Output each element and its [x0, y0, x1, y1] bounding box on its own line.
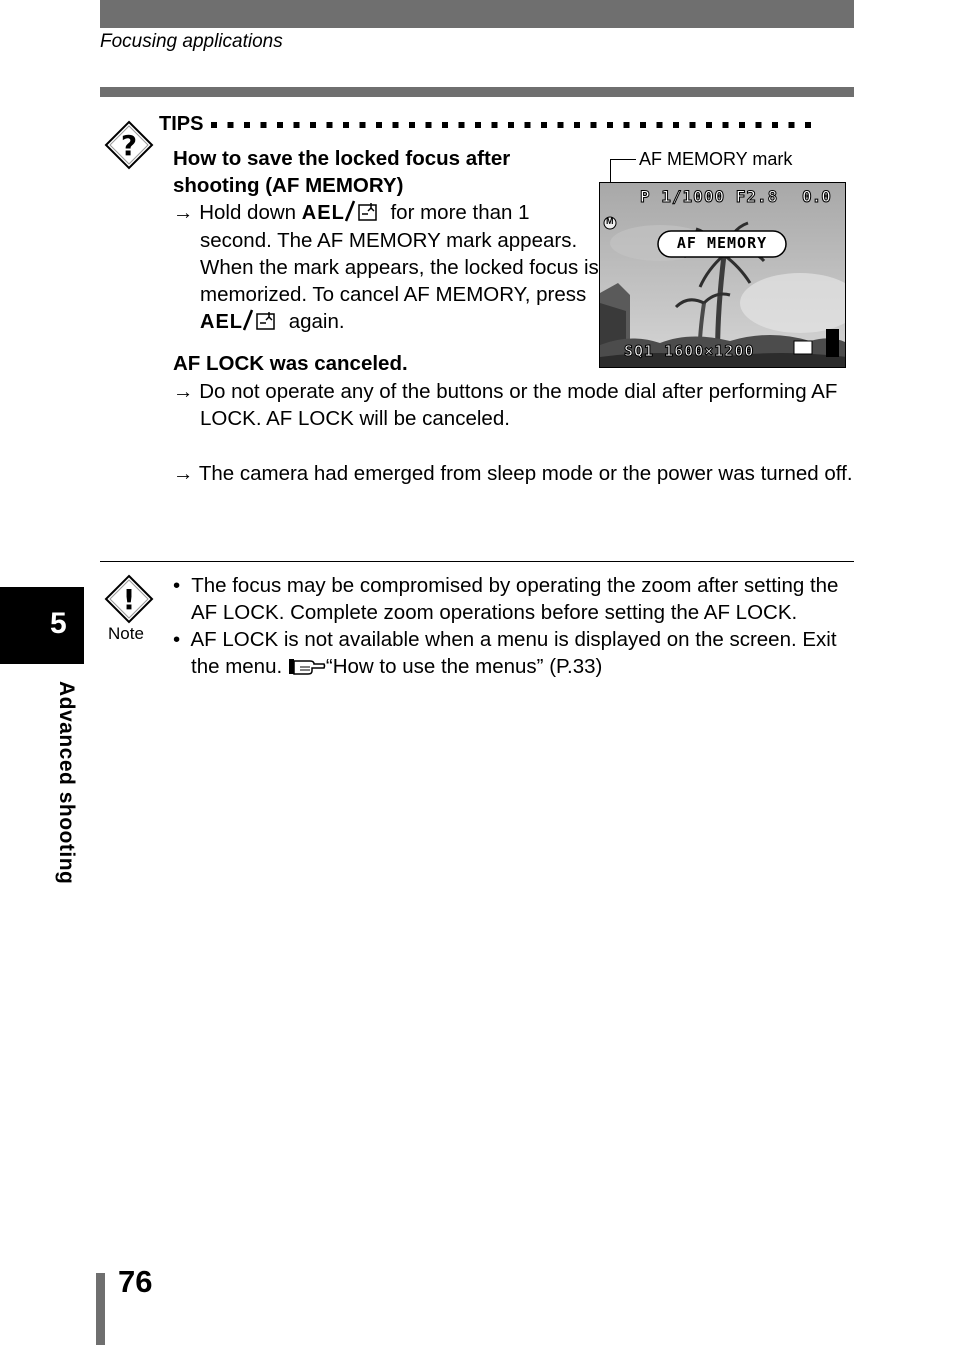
header-rule: [100, 87, 854, 97]
bullet-glyph: •: [173, 574, 181, 597]
chapter-title: Advanced shooting: [55, 681, 78, 885]
header-bar: [100, 0, 854, 28]
chapter-number: 5: [50, 607, 67, 640]
arrow-glyph: →: [173, 462, 194, 485]
af-memory-mark-icon: M: [606, 216, 614, 226]
note-label: Note: [108, 624, 144, 643]
pointing-hand-icon: [288, 656, 326, 676]
note-bullet-1-text: The focus may be compromised by operating the zoom after setting the AF LOCK. Complete zoom operations before setting the AF LOCK.: [191, 574, 839, 624]
af-lock-item-2-text: The camera had emerged from sleep mode or the power was turned off.: [198, 462, 853, 485]
tips-step: [173, 199, 600, 336]
lcd-exposure-comp: 0.0: [802, 187, 831, 206]
ael-memo-button-icon: [243, 309, 283, 331]
page-number: 76: [118, 1264, 153, 1299]
tips-heading: [173, 145, 593, 199]
ael-button-label: AEL: [301, 202, 345, 224]
note-bullet-1: [173, 572, 863, 626]
af-lock-item-1: [173, 378, 840, 432]
lcd-quality: SQ1: [624, 342, 655, 360]
lcd-scene: [600, 183, 846, 368]
bullet-glyph: •: [173, 628, 181, 651]
svg-text:?: ?: [120, 129, 138, 162]
ael-button-label-2: AEL: [200, 311, 243, 333]
lcd-top-readout: [640, 187, 778, 206]
note-bullet-2: [173, 626, 863, 680]
camera-lcd-screen: [599, 182, 846, 368]
note-bullet-2-text: AF LOCK is not available when a menu is displayed on the screen. Exit the menu.: [190, 628, 837, 678]
af-memory-mark-callout: AF MEMORY mark: [639, 149, 793, 169]
note-bullet-2-ref: “How to use the menus” (P.33): [325, 655, 603, 678]
tips-heading-line1: How to save the locked focus after: [173, 147, 511, 170]
lcd-aperture: F2.8: [735, 187, 779, 206]
question-icon: [104, 120, 154, 170]
lcd-mode: P: [640, 187, 651, 206]
tips-heading-line2: shooting (AF MEMORY): [173, 174, 404, 197]
ael-memo-button-icon: [345, 200, 385, 222]
arrow-glyph: →: [173, 201, 194, 224]
section-title: Focusing applications: [100, 31, 283, 52]
page-number-bar: [96, 1273, 105, 1345]
arrow-glyph: →: [173, 380, 194, 403]
chapter-tab: [0, 587, 84, 664]
af-lock-item-2: [173, 460, 860, 487]
svg-text:!: !: [122, 583, 136, 616]
step-text-end: again.: [288, 310, 345, 333]
step-text-before: Hold down: [199, 201, 297, 224]
lcd-resolution: 1600×1200: [664, 342, 755, 360]
callout-leader: [610, 159, 636, 160]
exclamation-icon: [104, 574, 154, 624]
step-text-after: for more than 1 second. The AF MEMORY mark appears. When the mark appears, the locked focus is memorized. To cancel AF MEMORY, press: [200, 201, 599, 306]
note-rule: [100, 561, 854, 562]
note-bullets: [173, 572, 863, 680]
af-lock-item-1-text: Do not operate any of the buttons or the mode dial after performing AF LOCK. AF LOCK will be canceled.: [199, 380, 838, 430]
tips-label: TIPS: [159, 113, 204, 135]
af-lock-heading: AF LOCK was canceled.: [173, 352, 408, 375]
tips-divider: [211, 122, 819, 128]
lcd-shutter: 1/1000: [661, 187, 726, 206]
af-memory-badge: AF MEMORY: [676, 234, 768, 252]
lcd-bottom-readout: [624, 342, 754, 360]
